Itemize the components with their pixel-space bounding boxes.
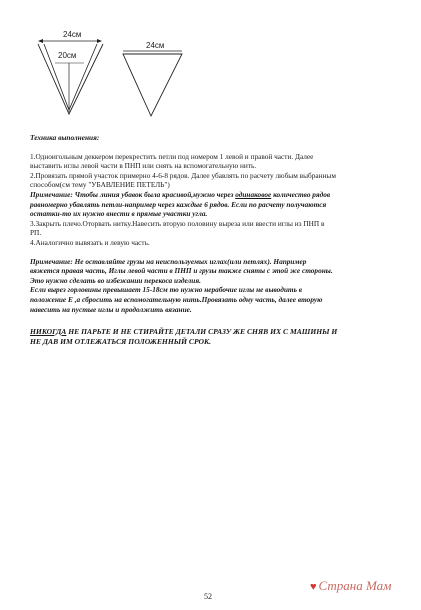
watermark (310, 578, 391, 594)
warning-rest: НЕ ПАРЬТЕ И НЕ СТИРАЙТЕ ДЕТАЛИ СРАЗУ ЖЕ СНЯВ ИХ С МАШИНЫ И (66, 327, 338, 337)
note-1-prefix: Примечание: Чтобы линия убавок была красивой,нужно через (30, 189, 236, 199)
left-top-label: 24см (63, 30, 82, 39)
page-number: 52 (204, 592, 212, 601)
step-3-line-2: РП. (30, 228, 42, 238)
note-2-line-3: Это нужно сделать во избежании перекоса изделия. (30, 275, 201, 285)
text-body (30, 133, 392, 347)
note-2-line-6: навесить на пустые иглы и продолжить вязание. (30, 304, 192, 314)
note-1-suffix: количество рядов (271, 189, 331, 199)
step-1-line-2: выставить иглы левой части в ПНП или снять на вспомогательную нить. (30, 161, 257, 171)
step-3-line-1: 3.Закрыть плечо.Оторвать нитку.Навесить вторую половину выреза или ввести иглы из ПНП в (30, 218, 325, 228)
left-inner-label: 20см (58, 51, 77, 60)
right-top-label: 24см (146, 41, 165, 50)
note-1-line-2: равномерно убавлять петли-например через каждые 6 рядов. Если по расчету получаются (30, 199, 327, 209)
note-2-line-1: Примечание: Не оставляйте грузы на неиспользуемых иглах(или петлях). Например (30, 256, 307, 266)
step-2-line-1: 2.Провязать прямой участок примерно 4-6-8 рядов. Далее убавлять по расчету любым выбранным (30, 170, 336, 180)
warning-line-1 (30, 327, 392, 337)
note-2-line-5: положение Е ,а сбросить на вспомогательную нить.Провязать одну часть, далее вторую (30, 294, 323, 304)
note-2-line-2: вяжется правая часть, Иглы левой части в ПНП и грузы также сняты с этой же стороны. (30, 266, 333, 276)
neckline-diagram (0, 0, 421, 130)
right-triangle (123, 54, 182, 116)
arrow-right (97, 39, 102, 43)
warning-underlined: НИКОГДА (30, 327, 67, 337)
heart-icon: ♥ (310, 581, 317, 593)
note-1-line-1 (30, 190, 392, 200)
note-2-line-4: Если вырез горловины превышает 15-18см то нужно нерабочие иглы не выводить в (30, 285, 302, 295)
warning-line-2: НЕ ДАВ ИМ ОТЛЕЖАТЬСЯ ПОЛОЖЕННЫЙ СРОК. (30, 337, 212, 347)
watermark-text: Страна Мам (318, 578, 392, 593)
step-2-line-2: способом(см тему "УБАВЛЕНИЕ ПЕТЕЛЬ") (30, 180, 170, 190)
step-1-line-1: 1.Одноигольным деккером перекрестить петли под номером 1 левой и правой части. Далее (30, 151, 314, 161)
spacer (30, 248, 392, 257)
step-4: 4.Аналогично вывязать и левую часть. (30, 237, 150, 247)
section-title: Техника выполнения: (30, 133, 100, 142)
warning-block (30, 327, 392, 347)
note-1-line-3: остатки-то их нужно внести в прямые участки угла. (30, 209, 208, 219)
arrow-left (38, 39, 43, 43)
note-1-underlined: одинаковое (235, 189, 272, 199)
